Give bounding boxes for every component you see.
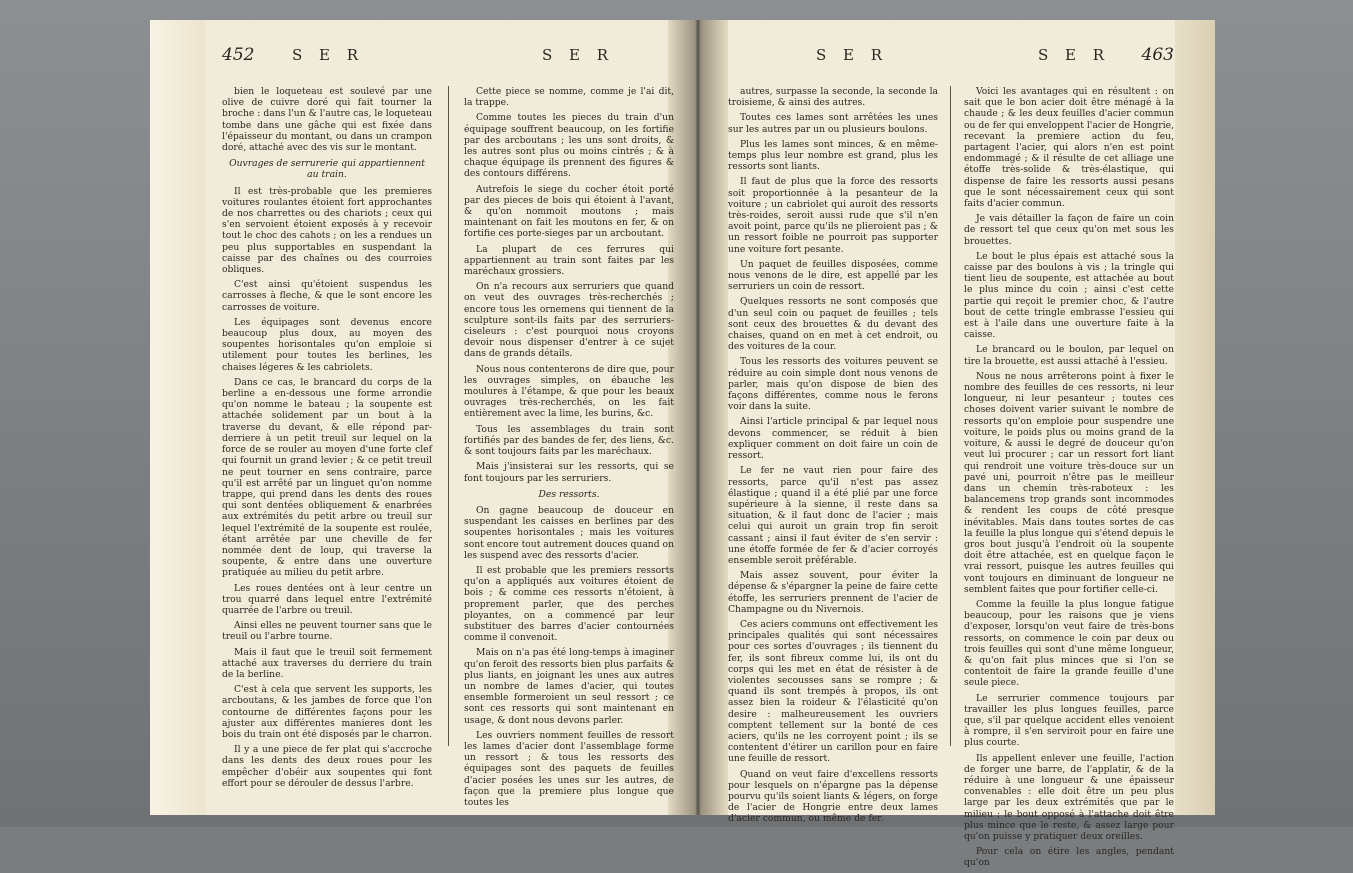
paragraph: Le serrurier commence toujours par travailler les plus longues feuilles, parce que, s'il par quelque accident elles venoient à rompre, il s'en serviroit pour en faire une plus courte.	[964, 692, 1174, 749]
paragraph: Nous ne nous arrêterons point à fixer le nombre des feuilles de ces ressorts, ni leur longueur, ni leur pesanteur ; toutes ces choses doivent varier suivant le nombre de ressorts qu'on emploie pour suspendre une voiture, le poids plus ou moins grand de la voiture, & aussi le degré de douceur qu'on veut lui procurer ; car un ressort fort liant qui rendroit une voiture très-douce sur un pavé uni, pourroit n'être pas le meilleur dans un chemin très-raboteux : les balancemens trop grands sont incommodes & rendent les coups de côté presque inévitables. Mais dans toutes sortes de cas la feuille la plus longue qui s'étend depuis le gros bout jusqu'à l'endroit où la soupente doit être attachée, est en quelque façon le vrai ressort, puisque les autres feuilles qui vont toujours en diminuant de longueur ne semblent faites que pour fortifier celle-ci.	[964, 370, 1174, 595]
paragraph: Il est probable que les premiers ressorts qu'on a appliqués aux voitures étoient de bois ; & comme ces ressorts n'étoient, à proprement parler, que des perches ployantes, on a commencé par leur substituer des barres d'acier contournées comme il convenoit.	[464, 564, 674, 644]
paragraph: Tous les assemblages du train sont fortifiés par des bandes de fer, des liens, &c. & sont toujours faits par les maréchaux.	[464, 423, 674, 458]
text-column	[964, 86, 1174, 873]
paragraph: C'est ainsi qu'étoient suspendus les carrosses à fleche, & que le sont encore les carrosses de voiture.	[222, 279, 432, 313]
paragraph: Ainsi l'article principal & par lequel nous devons commencer, se réduit à bien expliquer comment on doit faire un coin de ressort.	[728, 416, 938, 462]
paragraph: C'est à cela que servent les supports, les arcboutans, & les jambes de force que l'on contourne de différentes façons pour les ajuster aux différentes manieres dont les bois du train ont été disposés par le charron.	[222, 684, 432, 740]
paragraph: Ainsi elles ne peuvent tourner sans que le treuil ou l'arbre tourne.	[222, 620, 432, 643]
running-head: S E R	[1038, 46, 1111, 64]
paragraph: Ils appellent enlever une feuille, l'action de forger une barre, de l'applatir, & de la réduire à une longueur & une épaisseur convenables : elle doit être un peu plus large par les deux extrémités que par le milieu ; le bout opposé à l'attache doit être plus mince que le reste, & assez large pour qu'on puisse y pratiquer deux oreilles.	[964, 752, 1174, 842]
paragraph: Toutes ces lames sont arrêtées les unes sur les autres par un ou plusieurs boulons.	[728, 112, 938, 135]
paragraph: Les équipages sont devenus encore beaucoup plus doux, au moyen des soupentes horisontales qu'on emploie si utilement pour toutes les berlines, les chaises légeres & les cabriolets.	[222, 316, 432, 373]
paragraph: Mais j'insisterai sur les ressorts, qui se font toujours par les serruriers.	[464, 461, 674, 484]
left-page	[222, 45, 674, 808]
paragraph: Je vais détailler la façon de faire un coin de ressort tel que ceux qu'on met sous les brouettes.	[964, 213, 1174, 247]
paragraph: Les roues dentées ont à leur centre un trou quarré dans lequel entre l'extrémité quarrée de l'arbre ou treuil.	[222, 582, 432, 616]
text-column	[464, 86, 674, 812]
paragraph: Voici les avantages qui en résultent : on sait que le bon acier doit être ménagé à la chaude ; & les deux feuilles d'acier commun ou de fer qui enveloppent l'acier de Hongrie, recevant la premiere action du feu, partagent l'acier, qui alors n'en est point endommagé ; & il résulte de cet alliage une étoffe très-solide & très-élastique, qui dispense de faire les ressorts aussi pesans que le sont nécessairement ceux qui sont faits d'acier commun.	[964, 86, 1174, 210]
text-column	[222, 86, 432, 812]
column-rule	[950, 86, 951, 746]
paragraph: Le brancard ou le boulon, par lequel on tire la brouette, est aussi attaché à l'essieu.	[964, 344, 1174, 367]
section-heading: Des ressorts.	[538, 488, 600, 500]
paragraph: Ces aciers communs ont effectivement les principales qualités qui sont nécessaires pour ces sortes d'ouvrages ; ils tiennent du fer, ils sont fibreux comme lui, ils ont du corps qui les met en état de résister à de violentes secousses sans se rompre ; & quand ils sont trempés à propos, ils ont assez bien la roideur & l'élasticité qu'on desire : malheureusement les ouvriers comptent tellement sur la bonté de ces aciers, qu'ils ne les corroyent point ; ils se contentent d'étirer un carillon pour en faire une feuille de ressort.	[728, 618, 938, 765]
paragraph: On n'a recours aux serruriers que quand on veut des ouvrages très-recherchés ; encore tous les ornemens qui tiennent de la sculpture sont-ils faits par des serruriers-ciseleurs : c'est pourquoi nous croyons devoir nous dispenser d'entrer à ce sujet dans de grands détails.	[464, 281, 674, 360]
paragraph: Pour cela on étire les angles, pendant qu'on	[964, 846, 1174, 869]
text-column	[728, 86, 938, 873]
paragraph: Il est très-probable que les premieres voitures roulantes étoient fort approchantes de nos charrettes ou des chariots ; ceux qui s'en servoient étoient exposés à y recevoir tout le choc des cahots ; on les a rendues un peu plus supportables en suspendant la caisse par des chaînes ou des courroies obliques.	[222, 185, 432, 276]
paragraph: On gagne beaucoup de douceur en suspendant les caisses en berlines par des soupentes horisontales ; mais les voitures sont encore tout autrement douces quand on les suspend avec des ressorts d'acier.	[464, 504, 674, 561]
running-head: S E R	[542, 46, 615, 64]
paragraph: Nous nous contenterons de dire que, pour les ouvrages simples, on ébauche les moulures à l'étampe, & que pour les beaux ouvrages très-recherchés, on les fait entièrement avec la lime, les burins, &c.	[464, 363, 674, 420]
paragraph: autres, surpasse la seconde, la seconde la troisieme, & ainsi des autres.	[728, 86, 938, 109]
right-page-edge	[1175, 20, 1215, 815]
book-gutter	[668, 20, 728, 815]
paragraph: bien le loqueteau est soulevé par une olive de cuivre doré qui fait tourner la broche : dans l'un & l'autre cas, le loqueteau tombe dans une gâche qui est fixée dans l'épaisseur du montant, ou dans un crampon doré, attaché avec des vis sur le montant.	[222, 86, 432, 154]
paragraph: La plupart de ces ferrures qui appartiennent au train sont faites par les maréchaux grossiers.	[464, 243, 674, 278]
paragraph: Un paquet de feuilles disposées, comme nous venons de le dire, est appellé par les serruriers un coin de ressort.	[728, 258, 938, 293]
paragraph: Mais il faut que le treuil soit fermement attaché aux traverses du derriere du train de la berline.	[222, 646, 432, 680]
paragraph: Il y a une piece de fer plat qui s'accroche dans les dents des deux roues pour les empêcher d'obéir aux soupentes qui font effort pour se dérouler de dessus l'arbre.	[222, 744, 432, 789]
running-head: S E R	[292, 46, 365, 64]
paragraph: Comme la feuille la plus longue fatigue beaucoup, pour les raisons que je viens d'exposer, lorsqu'on veut faire de très-bons ressorts, on commence le coin par deux ou trois feuilles qui sont d'une même longueur, & qu'on fait plus minces que si l'on se contentoit de faire la grande feuille d'une seule piece.	[964, 598, 1174, 689]
paragraph: Quelques ressorts ne sont composés que d'un seul coin ou paquet de feuilles ; tels sont ceux des brouettes & du devant des chaises, quand on en met à cet endroit, ou des voitures de la cour.	[728, 296, 938, 353]
paragraph: Mais assez souvent, pour éviter la dépense & s'épargner la peine de faire cette étoffe, les serruriers prennent de l'acier de Champagne ou du Nivernois.	[728, 570, 938, 615]
page-number: 452	[222, 45, 255, 65]
paragraph: Le bout le plus épais est attaché sous la caisse par des boulons à vis ; la tringle qui tient lieu de soupente, est attachée au bout le plus mince du coin ; ainsi c'est cette partie qui reçoit le premier choc, & l'autre bout de cette tringle embrasse l'essieu qui est à l'aile dans une ouverture faite à la caisse.	[964, 250, 1174, 341]
paragraph: Quand on veut faire d'excellens ressorts pour lesquels on n'épargne pas la dépense pourvu qu'ils soient liants & légers, on forge de l'acier de Hongrie entre deux lames d'acier commun, ou même de fer.	[728, 768, 938, 825]
section-heading: Ouvrages de serrurerie qui appartiennent au train.	[229, 158, 425, 181]
paragraph: Plus les lames sont minces, & en même-temps plus leur nombre est grand, plus les ressorts sont liants.	[728, 138, 938, 173]
paragraph: Mais on n'a pas été long-temps à imaginer qu'on feroit des ressorts bien plus parfaits & plus liants, en joignant les unes aux autres un nombre de lames d'acier, qui toutes ensemble formeroient un seul ressort ; ce sont ces ressorts qui sont maintenant en usage, & dont nous devons parler.	[464, 647, 674, 726]
paragraph: Les ouvriers nomment feuilles de ressort les lames d'acier dont l'assemblage forme un ressort ; & tous les ressorts des équipages sont des paquets de feuilles d'acier posées les unes sur les autres, de façon que la premiere plus longue que toutes les	[464, 729, 674, 808]
right-page	[728, 45, 1174, 869]
paragraph: Cette piece se nomme, comme je l'ai dit, la trappe.	[464, 86, 674, 109]
paragraph: Comme toutes les pieces du train d'un équipage souffrent beaucoup, on les fortifie par des arcboutans ; les uns sont droits, & les autres sont plus ou moins cintrés ; & à chaque équipage ils prennent des figures & des contours différens.	[464, 112, 674, 180]
paragraph: Le fer ne vaut rien pour faire des ressorts, parce qu'il n'est pas assez élastique ; quand il a été plié par une force supérieure à la sienne, il reste dans sa situation, & il faut donc de l'acier ; mais celui qui auroit un grain trop fin seroit cassant ; ainsi il faut éviter de s'en servir : une étoffe formée de fer & d'acier corroyés ensemble seroit préférable.	[728, 465, 938, 566]
running-head: S E R	[816, 46, 889, 64]
left-page-header	[222, 45, 674, 84]
paragraph: Il faut de plus que la force des ressorts soit proportionnée à la pesanteur de la voiture ; un cabriolet qui auroit des ressorts très-roides, seroit aussi rude que s'il n'en avoit point, parce qu'ils ne plieroient pas ; & un ressort foible ne pourroit pas supporter une voiture fort pesante.	[728, 176, 938, 255]
left-page-edge	[150, 20, 205, 815]
paragraph: Dans ce cas, le brancard du corps de la berline a en-dessous une forme arrondie qu'on nomme le bateau ; la soupente est attachée solidement par un bout à la traverse du devant, & elle répond par-derriere à un petit treuil sur lequel on la force de se rouler au moyen d'une forte clef qui fournit un grand levier ; & ce petit treuil ne peut tourner en sens contraire, parce qu'il est arrêté par un linguet qu'on nomme trappe, qui prend dans les dents des roues qui sont dentées obliquement & enarbrées aux extrémités du petit arbre ou treuil sur lequel l'extrémité de la soupente est roulée, étant arrêtée par une cheville de fer nommée dent de loup, qui traverse la soupente, & entre dans une ouverture pratiquée au milieu du petit arbre.	[222, 376, 432, 579]
paragraph: Autrefois le siege du cocher étoit porté par des pieces de bois qui étoient à l'avant, & qu'on nommoit moutons ; mais maintenant on fait les moutons en fer, & on fortifie ces porte-sieges par un arcboutant.	[464, 183, 674, 240]
page-number: 463	[1141, 45, 1174, 65]
paragraph: Tous les ressorts des voitures peuvent se réduire au coin simple dont nous venons de parler, mais qu'on dispose de bien des façons différentes, comme nous le ferons voir dans la suite.	[728, 356, 938, 413]
column-rule	[448, 86, 449, 746]
right-page-columns	[728, 86, 1174, 873]
right-page-header	[728, 45, 1174, 84]
